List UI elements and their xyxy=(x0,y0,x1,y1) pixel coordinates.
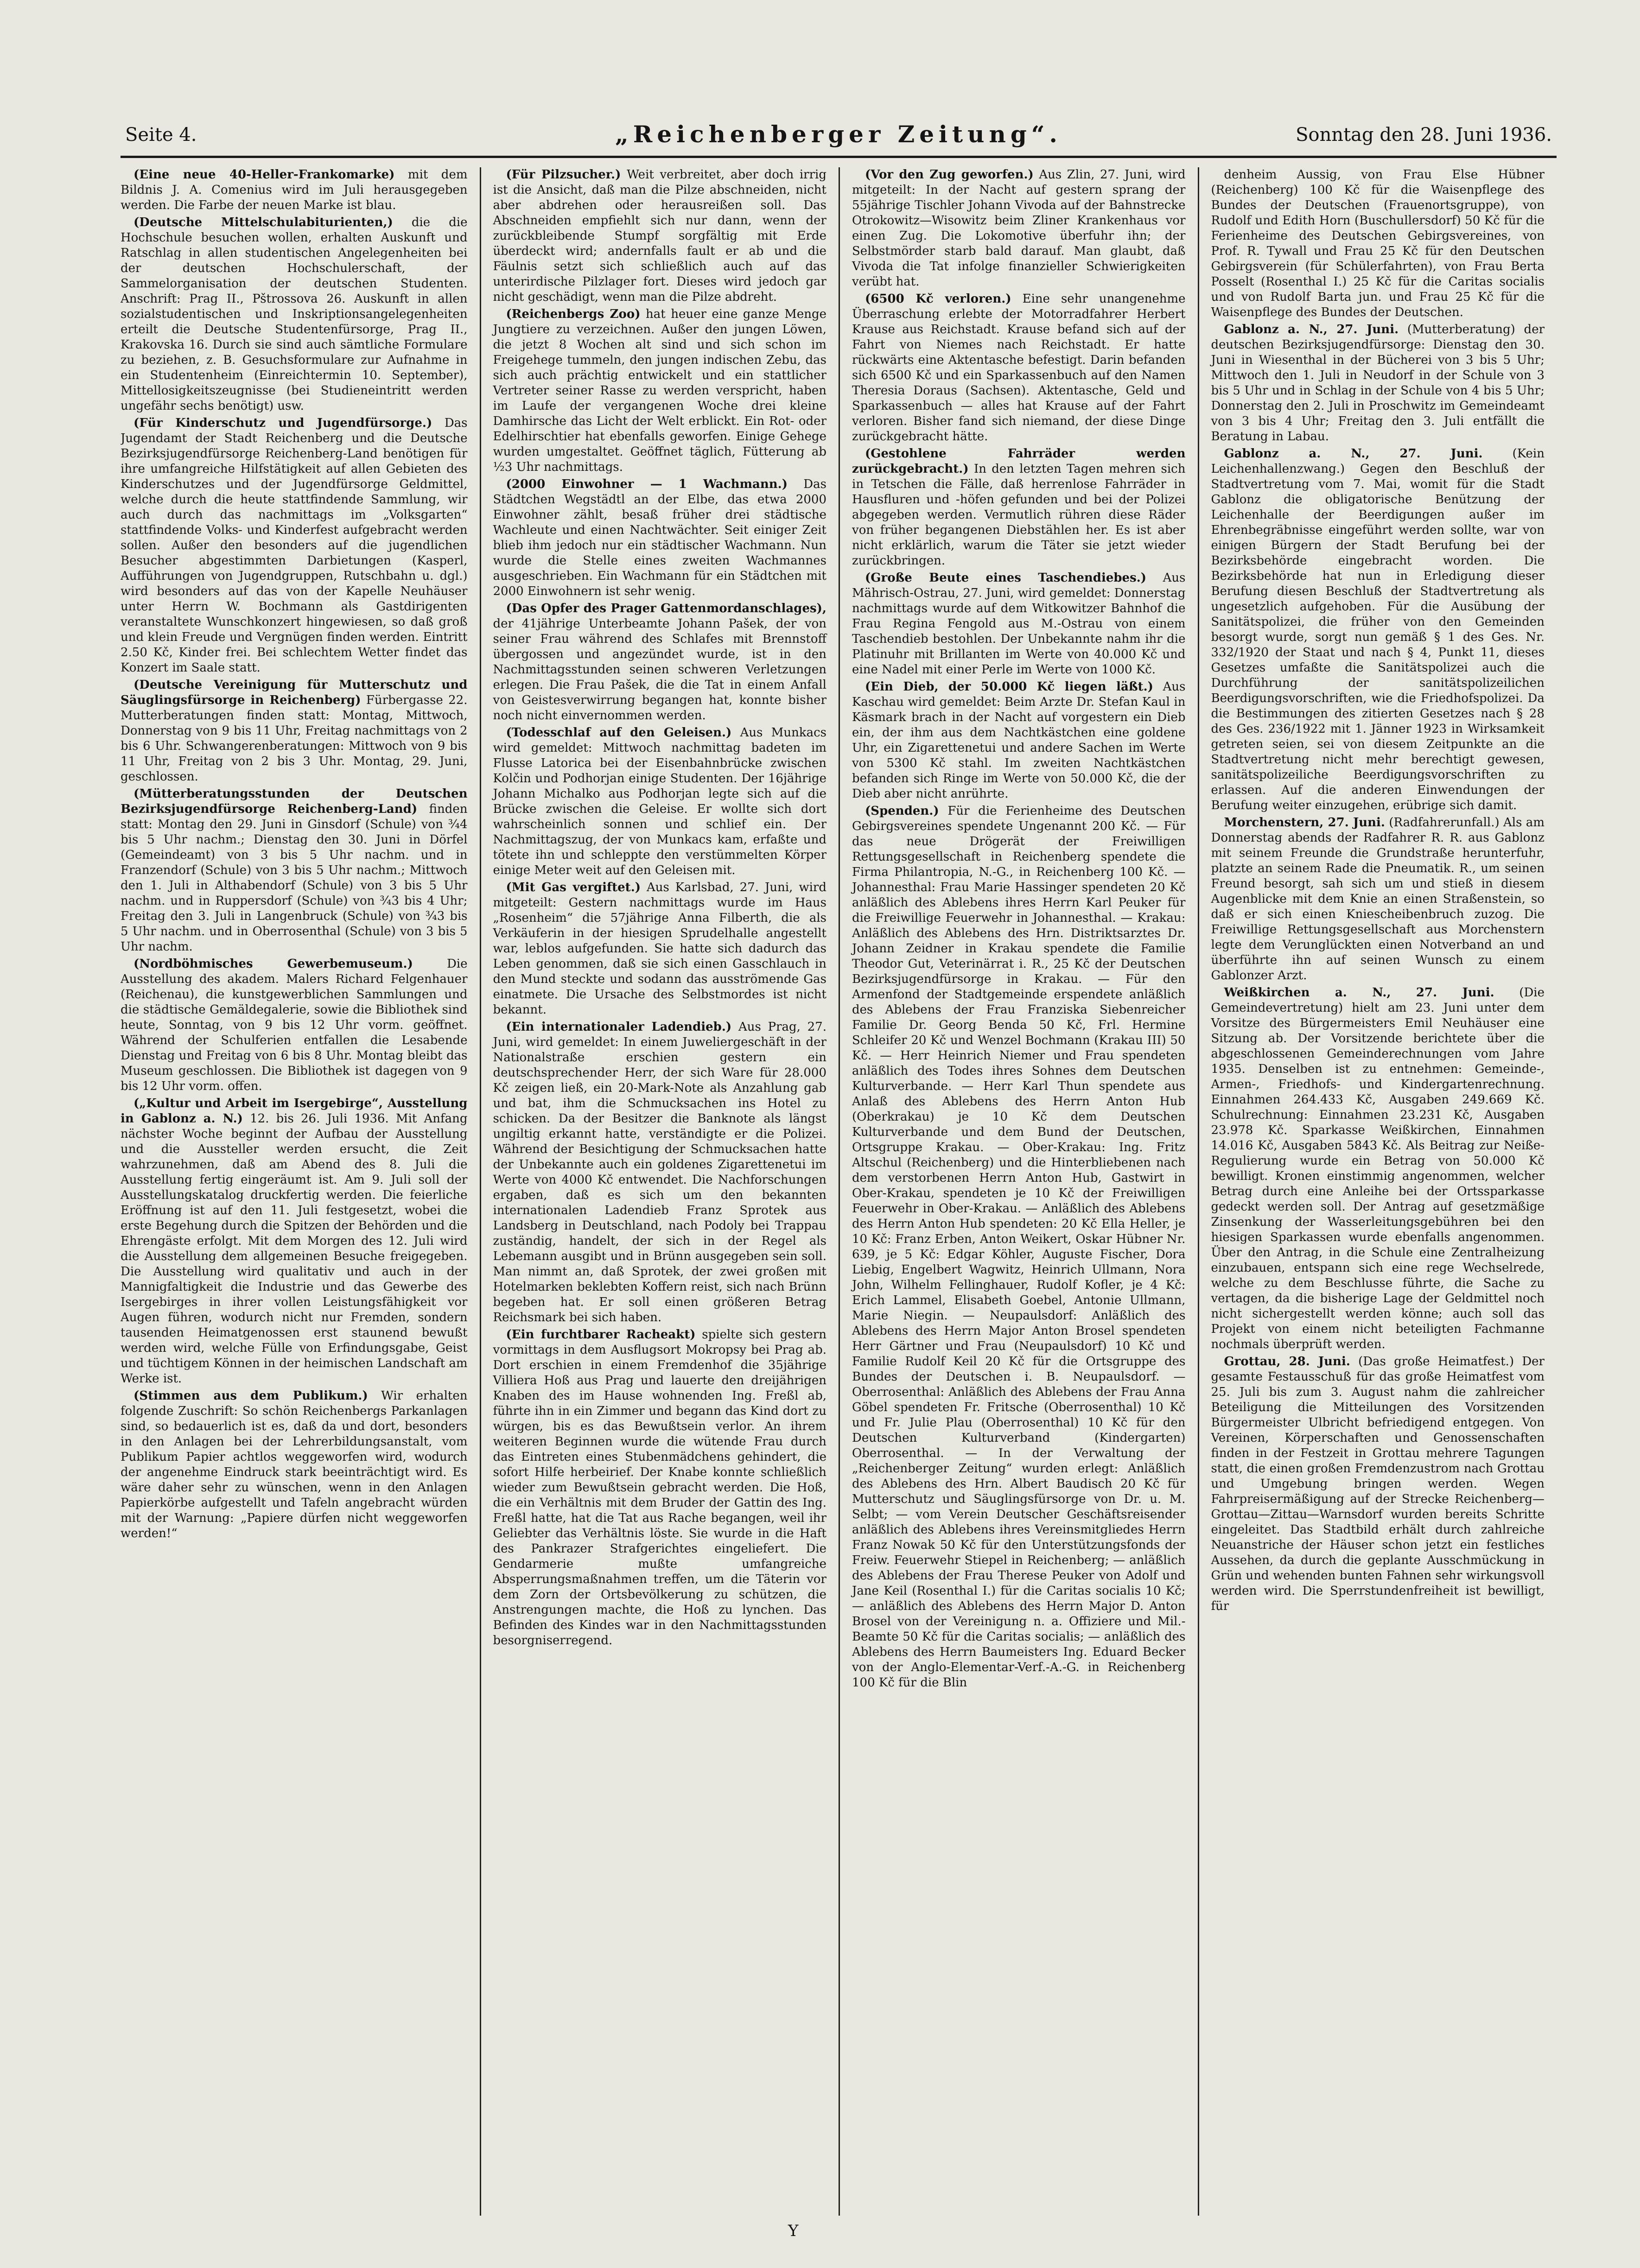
article-heading: Gablonz a. N., 27. Juni. xyxy=(1224,447,1483,461)
article-body: der 41jährige Unterbeamte Johann Pašek, der von seiner Frau während des Schlafes mit Brennstoff übergossen und angezündet wurde, ist in den Nachmittagsstunden seinen schweren Verletzungen erlegen. Die Frau Pašek, die die Tat in einem Anfall von Geistesverwirrung begangen hat, konnte bisher noch nicht einvernommen werden. xyxy=(493,617,826,722)
article xyxy=(493,167,827,305)
article xyxy=(121,957,468,1094)
article xyxy=(121,1096,468,1387)
article xyxy=(852,167,1186,290)
article-body: spielte sich gestern vormittags in dem Ausflugsort Mokropsy bei Prag ab. Dort erschien in einem Fremdenhof die 35jährige Villiera Hoß aus Prag und lauerte den dreijährigen Knaben des im Hause wohnenden Ing. Freßl ab, führte ihn in ein Zimmer und begann das Kind dort zu würgen, bis es das Bewußtsein verlor. An ihrem weiteren Beginnen wurde die wütende Frau durch das Eintreten eines Stubenmädchens gehindert, die sofort Hilfe herbeirief. Der Knabe konnte schließlich wieder zum Bewußtsein gebracht werden. Die Hoß, die ein Verhältnis mit dem Bruder der Gattin des Ing. Freßl hatte, hat die Tat aus Rache begangen, weil ihr Geliebter das Verhältnis löste. Sie wurde in die Haft des Pankrazer Strafgerichtes eingeliefert. Die Gendarmerie mußte umfangreiche Absperrungsmaßnahmen treffen, um die Täterin vor dem Zorn der Ortsbevölkerung zu schützen, die Anstrengungen machte, die Hoß zu lynchen. Das Befinden des Kindes war in den Nachmittagsstunden besorgniserregend. xyxy=(493,1328,827,1647)
article-body: Wir erhalten folgende Zuschrift: So schön Reichenbergs Parkanlagen sind, so bedauerlich ist es, daß da und dort, besonders in den Anlagen bei der Lehrerbildungsanstalt, vom Publikum Papier achtlos weggeworfen wird, wodurch der angenehme Eindruck stark beeinträchtigt wird. Es wäre daher sehr zu wünschen, wenn in den Anlagen Papierkörbe aufgestellt und Tafeln angebracht würden mit der Warnung: „Papiere dürfen nicht weggeworfen werden!“ xyxy=(121,1389,468,1540)
article-heading: (Vor den Zug geworfen.) xyxy=(865,168,1034,182)
article-body: mit dem Bildnis J. A. Comenius wird im Juli herausgegeben werden. Die Farbe der neuen Marke ist blau. xyxy=(121,168,468,212)
article-body: Eine sehr unangenehme Überraschung erlebte der Motorradfahrer Herbert Krause aus Reichstadt. Krause befand sich auf der Fahrt von Niemes nach Reichstadt. Er hatte rückwärts eine Aktentasche befestigt. Darin befanden sich 6500 Kč und ein Sparkassenbuch auf den Namen Theresia Doraus (Sachsen). Aktentasche, Geld und Sparkassenbuch — alles hat Krause auf der Fahrt verloren. Bisher fand sich niemand, der diese Dinge zurückgebracht hätte. xyxy=(852,292,1186,443)
article-heading: (Gestohlene Fahrräder werden zurückgebracht.) xyxy=(852,447,1186,476)
article-heading: (Ein furchtbarer Racheakt) xyxy=(506,1328,696,1342)
article xyxy=(121,678,468,785)
article xyxy=(493,601,827,723)
article xyxy=(1211,985,1545,1352)
article xyxy=(852,291,1186,444)
column-3 xyxy=(839,167,1198,2216)
article xyxy=(1211,322,1545,444)
article-body: die die Hochschule besuchen wollen, erhalten Auskunft und Ratschlag in allen studentischen Angelegenheiten bei der deutschen Hochschulerschaft, der Sammelorganisation der deutschen Studenten. Anschrift: Prag II., Pštrossova 26. Auskunft in allen sozialstudentischen und Inskriptionsangelegenheiten erteilt die Deutsche Studentenfürsorge, Prag II., Krakovska 16. Durch sie sind auch sämtliche Formulare zu beziehen, z. B. Gesuchsformulare zur Aufnahme in ein Studentenheim (Einreichtermin 10. September), Mittellosigkeitszeugnisse (bei Studieneintritt werden ungefähr sechs benötigt) usw. xyxy=(121,215,468,413)
article xyxy=(493,880,827,1018)
article xyxy=(852,804,1186,1691)
article-body: (Radfahrerunfall.) Als am Donnerstag abends der Radfahrer R. R. aus Gablonz mit seinem Freunde die Grundstraße herunterfuhr, platzte an seinem Rade die Pneumatik. R., um seinen Freund besorgt, sah sich um und stieß in diesem Augenblicke mit dem Knie an einen Straßenstein, so daß er sich einen Kniescheibenbruch zuzog. Die Freiwillige Rettungsgesellschaft aus Morchenstern legte dem Verunglückten einen Notverband an und überführte ihn auf seinen Wunsch zu einem Gablonzer Arzt. xyxy=(1211,816,1545,982)
article-heading: (Mütterberatungsstunden der Deutschen Bezirksjugendfürsorge Reichenberg-Land) xyxy=(121,787,468,816)
article-heading: (6500 Kč verloren.) xyxy=(865,292,1011,306)
article-body: Aus Mährisch-Ostrau, 27. Juni, wird gemeldet: Donnerstag nachmittags wurde auf dem Witkowitzer Bahnhof die Frau Regina Fengold aus M.-Ostrau von einem Taschendieb bestohlen. Der Unbekannte nahm ihr die Platinuhr mit Brillanten im Werte von 40.000 Kč und eine Nadel mit einer Perle im Werte von 1000 Kč. xyxy=(852,571,1186,677)
article-body: Die Ausstellung des akadem. Malers Richard Felgenhauer (Reichenau), die kunstgewerblichen Sammlungen und die städtische Gemäldegalerie, sowie die Bibliothek sind heute, Sonntag, von 9 bis 12 Uhr vorm. geöffnet. Während der Schulferien entfallen die Lesabende Dienstag und Freitag von 6 bis 8 Uhr. Montag bleibt das Museum geschlossen. Die Bibliothek ist dagegen von 9 bis 12 Uhr vorm. offen. xyxy=(121,957,468,1093)
article-body: Aus Zlin, 27. Juni, wird mitgeteilt: In der Nacht auf gestern sprang der 55jährige Tischler Johann Vivoda auf der Bahnstrecke Otrokowitz—Wisowitz beim Zliner Krankenhaus vor einen Zug. Die Lokomotive überfuhr ihn; der Selbstmörder starb bald darauf. Man glaubt, daß Vivoda die Tat infolge finanzieller Schwierigkeiten verübt hat. xyxy=(852,168,1186,289)
article-body: Das Jugendamt der Stadt Reichenberg und die Deutsche Bezirksjugendfürsorge Reichenberg-Land benötigen für ihre umfangreiche Hilfstätigkeit auf allen Gebieten des Kinderschutzes und der Jugendfürsorge Geldmittel, welche durch die heute stattfindende Sammlung, wir auch durch das nachmittags im „Volksgarten“ stattfindende Volks- und Kinderfest aufgebracht werden sollen. Außer den besonders auf die jugendlichen Besucher abgestimmten Darbietungen (Kasperl, Aufführungen von Jugendgruppen, Rutschbahn u. dgl.) wird besonders auf das von der Kapelle Neuhäuser unter Herrn W. Bochmann als Gastdirigenten veranstaltete Wunschkonzert hingewiesen, so daß groß und klein Freude und Vergnügen finden werden. Eintritt 2.50 Kč, Kinder frei. Bei schlechtem Wetter findet das Konzert im Saale statt. xyxy=(121,416,468,675)
article-body: denheim Aussig, von Frau Else Hübner (Reichenberg) 100 Kč für die Waisenpflege des Bundes der Deutschen (Frauenortsgruppe), von Rudolf und Edith Horn (Buschullersdorf) 50 Kč für die Ferienheime des Deutschen Gebirgsvereines, von Prof. R. Tywall und Frau 25 Kč für den Deutschen Gebirgsverein (für Schülerfahrten), von Frau Berta Posselt (Rosenthal I.) 25 Kč für die Caritas socialis und von Rudolf Barta jun. und Frau 25 Kč für die Waisenpflege des Bundes der Deutschen. xyxy=(1211,168,1545,319)
article-heading: (2000 Einwohner — 1 Wachmann.) xyxy=(506,477,788,491)
page-header xyxy=(121,116,1557,158)
article-heading: Gablonz a. N., 27. Juni. xyxy=(1224,323,1399,336)
article-heading: (Spenden.) xyxy=(865,804,939,818)
article xyxy=(852,446,1186,569)
article-body: (Die Gemeindevertretung) hielt am 23. Juni unter dem Vorsitze des Bürgermeisters Emil Neuhäuser eine Sitzung ab. Der Vorsitzende berichtete über die abgeschlossenen Gemeinderechnungen vom Jahre 1935. Denselben ist zu entnehmen: Gemeinde-, Armen-, Friedhofs- und Kindergartenrechnung. Einnahmen 264.433 Kč, Ausgaben 249.669 Kč. Schulrechnung: Einnahmen 23.231 Kč, Ausgaben 23.978 Kč. Sparkasse Weißkirchen, Einnahmen 14.016 Kč, Ausgaben 5843 Kč. Als Beitrag zur Neiße-Regulierung wurde ein Betrag von 50.000 Kč bewilligt. Kronen einstimmig angenommen, welcher Betrag durch eine Anleihe bei der Ortssparkasse gedeckt werden soll. Der Antrag auf gesetzmäßige Zinsenkung der Wasserleitungsgebühren bei den hiesigen Sparkassen wurde ebenfalls angenommen. Über den Antrag, in die Schule eine Zentralheizung einzubauen, entspann sich eine rege Wechselrede, welche zu dem Beschlusse führte, die Sache zu vertagen, da die bisherige Lage der Geldmittel noch nicht sichergestellt werden könne; auch soll das Projekt von einem nicht beteiligten Fachmanne nochmals überprüft werden. xyxy=(1211,986,1545,1351)
article-heading: (Für Pilzsucher.) xyxy=(506,168,621,182)
column-1 xyxy=(121,167,480,2216)
article xyxy=(493,307,827,475)
article-body: Aus Kaschau wird gemeldet: Beim Arzte Dr. Stefan Kaul in Käsmark brach in der Nacht auf vorgestern ein Dieb ein, der ihm aus dem Nachtkästchen eine goldene Uhr, ein Zigarettenetui und andere Sachen im Werte von 5300 Kč stahl. Im zweiten Nachtkästchen befanden sich Ringe im Werte von 50.000 Kč, die der Dieb aber nicht anrührte. xyxy=(852,680,1186,801)
article-body: Weit verbreitet, aber doch irrig ist die Ansicht, daß man die Pilze abschneiden, nicht aber abdrehen oder herausreißen soll. Das Abschneiden empfiehlt sich nur dann, wenn der zurückbleibende Stumpf sorgfältig mit Erde überdeckt wird; andernfalls fault er ab und die Fäulnis setzt sich schließlich auch auf das unterirdische Pilzlager fort. Dieses wird jedoch gar nicht geschädigt, wenn man die Pilze abdreht. xyxy=(493,168,826,304)
article-body: Aus Prag, 27. Juni, wird gemeldet: In einem Juweliergeschäft in der Nationalstraße erschien gestern ein deutschsprechender Herr, der sich Ware für 28.000 Kč zeigen ließ, ein 20-Mark-Note als Anzahlung gab und bat, ihm die Schmucksachen ins Hotel zu schicken. Da der Besitzer die Banknote als längst ungiltig erkannt hatte, verständigte er die Polizei. Während der Besichtigung der Schmucksachen hatte der Unbekannte auch ein goldenes Zigarettenetui im Werte von 4000 Kč entwendet. Die Nachforschungen ergaben, daß es sich um den bekannten internationalen Ladendieb Franz Sprotek aus Landsberg in Deutschland, nach Podoly bei Trappau zuständig, handelt, der sich in der Regel als Lebemann ausgibt und in Brünn ausgegeben sein soll. Man nimmt an, daß Sprotek, der zwei großen mit Hotelmarken beklebten Koffern reist, sich nach Brünn begeben hat. Er soll einen größeren Betrag Reichsmark bei sich haben. xyxy=(493,1020,827,1324)
article-body: (Das große Heimatfest.) Der gesamte Festausschuß für das große Heimatfest vom 25. Juli bis zum 3. August nahm die zahlreicher Beteiligung die Mitteilungen des Vorsitzenden Bürgermeister Ulbricht befriedigend entgegen. Von Vereinen, Körperschaften und Genossenschaften finden in der Festzeit in Grottau mehrere Tagungen statt, die einen großen Fremdenzustrom nach Grottau und Umgebung bringen werden. Wegen Fahrpreisermäßigung auf der Strecke Reichenberg—Grottau—Zittau—Warnsdorf wurden bereits Schritte eingeleitet. Das Stadtbild erhält durch zahlreiche Neuanstriche der Häuser schon jetzt ein festliches Aussehen, da durch die geplante Ausschmückung in Grün und wehenden bunten Fahnen sehr wirkungsvoll werden wird. Die Sperrstundenfreiheit ist bewilligt, für xyxy=(1211,1355,1545,1613)
article-heading: Morchenstern, 27. Juni. xyxy=(1224,816,1385,830)
article-heading: (Große Beute eines Taschendiebes.) xyxy=(865,571,1147,585)
article-heading: (Todesschlaf auf den Geleisen.) xyxy=(506,726,732,740)
article-body: Das Städtchen Wegstädtl an der Elbe, das etwa 2000 Einwohner zählt, besaß früher drei städtische Wachleute und einen Nachtwächter. Seit einiger Zeit blieb ihm jedoch nur ein städtischer Wachmann. Nun wurde die Stelle eines zweiten Wachmannes ausgeschrieben. Ein Wachmann für ein Städtchen mit 2000 Einwohnern ist sehr wenig. xyxy=(493,477,826,598)
article-heading: (Stimmen aus dem Publikum.) xyxy=(133,1389,368,1403)
article-body: 12. bis 26. Juli 1936. Mit Anfang nächster Woche beginnt der Aufbau der Ausstellung und die Aussteller werden ersucht, die Zeit wahrzunehmen, daß am Abend des 8. Juli die Ausstellung fertig eingeräumt ist. Am 9. Juli soll der Ausstellungskatalog druckfertig werden. Die feierliche Eröffnung ist auf den 11. Juli festgesetzt, wobei die erste Begehung durch die Spitzen der Behörden und die Ehrengäste erfolgt. Mit dem Morgen des 12. Juli wird die Ausstellung dem allgemeinen Besuche freigegeben. Die Ausstellung wird qualitativ und auch in der Mannigfaltigkeit die Industrie und das Gewerbe des Isergebirges in ihrer vollen Leistungsfähigkeit vor Augen führen, wodurch nicht nur Fremden, sondern tausenden Heimatgenossen erst staunend bewußt werden wird, welche Fülle von Erfindungsgabe, Geist und tüchtigem Können in der heimischen Landschaft am Werke ist. xyxy=(121,1112,468,1386)
article xyxy=(121,215,468,414)
article-heading: Weißkirchen a. N., 27. Juni. xyxy=(1224,986,1494,1000)
article xyxy=(121,786,468,955)
article-heading: (Mit Gas vergiftet.) xyxy=(506,881,641,894)
article xyxy=(852,679,1186,802)
article-heading: (Deutsche Mittelschulabiturienten,) xyxy=(133,215,393,229)
article xyxy=(1211,446,1545,813)
article-body: In den letzten Tagen mehren sich in Tetschen die Fälle, daß herrenlose Fahrräder in Hausfluren und -höfen gefunden und bei der Polizei abgegeben werden. Vermutlich rühren diese Räder von früher begangenen Diebstählen her. Es ist aber nicht erklärlich, warum die Täter sie jetzt wieder zurückbringen. xyxy=(852,462,1186,568)
article-heading: (Reichenbergs Zoo) xyxy=(506,307,641,321)
article-body: (Mutterberatung) der deutschen Bezirksjugendfürsorge: Dienstag den 30. Juni in Wiesenthal in der Bücherei von 3 bis 5 Uhr; Mittwoch den 1. Juli in Neudorf in der Schule von 3 bis 5 Uhr und in Schlag in der Schule von 4 bis 5 Uhr; Donnerstag den 2. Juli in Proschwitz im Gemeindeamt von 3 bis 4 Uhr; Freitag den 3. Juli entfällt die Beratung in Labau. xyxy=(1211,323,1545,443)
column-4 xyxy=(1198,167,1557,2216)
article-body: Aus Karlsbad, 27. Juni, wird mitgeteilt: Gestern nachmittags wurde im Haus „Rosenheim“ die 57jährige Anna Filberth, die als Verkäuferin in der hiesigen Sprudelhalle angestellt war, leblos aufgefunden. Sie hatte sich dadurch das Leben genommen, daß sie sich einen Gasschlauch in den Mund steckte und sodann das ausströmende Gas einatmete. Die Ursache des Selbstmordes ist nicht bekannt. xyxy=(493,881,826,1017)
newspaper-title: „Reichenberger Zeitung“. xyxy=(615,120,1062,148)
issue-date: Sonntag den 28. Juni 1936. xyxy=(1296,124,1552,146)
article-body: finden statt: Montag den 29. Juni in Ginsdorf (Schule) von ¾4 bis 5 Uhr nachm.; Dienstag den 30. Juni in Dörfel (Gemeindeamt) von 3 bis 5 Uhr nachm. und in Franzendorf (Schule) von 3 bis 5 Uhr nachm.; Mittwoch den 1. Juli in Althabendorf (Schule) von 3 bis 5 Uhr nachm. und in Ruppersdorf (Schule) von ¾3 bis 4 Uhr; Freitag den 3. Juli in Langenbruck (Schule) von ¾3 bis 5 Uhr nachm. und in Oberrosenthal (Schule) von 3 bis 5 Uhr nachm. xyxy=(121,802,468,954)
article xyxy=(493,477,827,599)
article-body: (Kein Leichenhallenzwang.) Gegen den Beschluß der Stadtvertretung vom 7. Mai, womit für die Stadt Gablonz die obligatorische Benützung der Leichenhalle der Beerdigungen außer im Ehrenbegräbnisse eingeführt werden sollte, war von einigen Bürgern der Stadt Berufung bei der Bezirksbehörde eingebracht worden. Die Bezirksbehörde hat nun in Erledigung dieser Berufung diesen Beschluß der Stadtvertretung als ungesetzlich aufgehoben. Für die Ausübung der Sanitätspolizei, die früher von den Gemeinden besorgt wurde, sorgt nun gemäß § 1 des Ges. Nr. 332/1920 der Staat und nach § 4, Punkt 11, dieses Gesetzes umfaßte die Sanitätspolizei auch die Durchführung der sanitätspolizeilichen Beerdigungsvorschriften, wie die Friedhofspolizei. Da die Bestimmungen des zitierten Gesetzes nach § 28 des Ges. 236/1922 mit 1. Jänner 1923 in Wirksamkeit getreten seien, sei von diesem Zeitpunkte an die Stadtvertretung nicht mehr berechtigt gewesen, sanitätspolizeiliche Beerdigungsvorschriften zu erlassen. Auf die anderen Einwendungen der Berufung weiter einzugehen, erübrige sich damit. xyxy=(1211,447,1545,812)
article xyxy=(1211,1354,1545,1614)
footer-mark: Y xyxy=(788,2222,799,2240)
article-heading: („Kultur und Arbeit im Isergebirge“, Ausstellung in Gablonz a. N.) xyxy=(121,1096,468,1126)
article xyxy=(493,1327,827,1648)
article xyxy=(493,725,827,878)
article xyxy=(1211,815,1545,983)
article-heading: (Nordböhmisches Gewerbemuseum.) xyxy=(133,957,413,971)
article-columns xyxy=(121,167,1557,2216)
article-body: hat heuer eine ganze Menge Jungtiere zu verzeichnen. Außer den jungen Löwen, die jetzt 8 Wochen alt sind und sich schon im Freigehege tummeln, den jungen indischen Zebu, das sich auch prächtig entwickelt und ein stattlicher Vertreter seiner Rasse zu werden verspricht, haben im Laufe der vergangenen Woche drei kleine Damhirsche das Licht der Welt erblickt. Ein Rot- oder Edelhirschtier hat ebenfalls geworfen. Einige Gehege wurden umgestaltet. Geöffnet täglich, Fütterung ab ½3 Uhr nachmittags. xyxy=(493,307,827,474)
article-body: Fürbergasse 22. Mutterberatungen finden statt: Montag, Mittwoch, Donnerstag von 9 bis 11 Uhr, Freitag nachmittags von 2 bis 6 Uhr. Schwangerenberatungen: Mittwoch von 9 bis 11 Uhr, Freitag von 2 bis 3 Uhr. Montag, 29. Juni, geschlossen. xyxy=(121,693,468,784)
article xyxy=(493,1020,827,1325)
article-body: Aus Munkacs wird gemeldet: Mittwoch nachmittag badeten im Flusse Latorica bei der Eisenbahnbrücke zwischen Kolčin und Podhorjan einige Studenten. Der 16jährige Johann Michalko aus Podhorjan legte sich auf die Brücke zwischen die Geleise. Er wollte sich dort wahrscheinlich sonnen und schlief ein. Der Nachmittagszug, der von Munkacs kam, erfaßte und tötete ihn und schleppte den verstümmelten Körper einige Meter weit auf den Geleisen mit. xyxy=(493,726,827,877)
article xyxy=(121,1388,468,1541)
column-2 xyxy=(480,167,839,2216)
article-heading: (Eine neue 40-Heller-Frankomarke) xyxy=(133,168,395,182)
article-heading: (Für Kinderschutz und Jugendfürsorge.) xyxy=(133,416,432,430)
article xyxy=(1211,167,1545,320)
article xyxy=(121,416,468,676)
article-body: Für die Ferienheime des Deutschen Gebirgsvereines spendete Ungenannt 200 Kč. — Für das neue Drögerät der Freiwilligen Rettungsgesellschaft in Reichenberg spendete die Firma Philantropia, N.-G., in Reichenberg 100 Kč. — Johannesthal: Frau Marie Hassinger spendeten 20 Kč anläßlich des Ablebens ihres Herrn Karl Peuker für die Freiwillige Feuerwehr in Johannesthal. — Krakau: Anläßlich des Ablebens des Hrn. Distriktsarztes Dr. Johann Zeidner in Krakau spendete die Familie Theodor Gut, Veterinärrat i. R., 25 Kč der Deutschen Bezirksjugendfürsorge in Krakau. — Für den Armenfond der Stadtgemeinde erspendete anläßlich des Ablebens der Frau Franziska Siebenreicher Familie Dr. Georg Benda 50 Kč, Frl. Hermine Schleifer 20 Kč und Wenzel Bochmann (Krakau III) 50 Kč. — Herr Heinrich Niemer und Frau spendeten anläßlich des Todes ihres Sohnes dem Deutschen Kulturverbande. — Herr Karl Thun spendete aus Anlaß des Ablebens des Herrn Anton Hub (Oberkrakau) je 10 Kč dem Deutschen Kulturverbande und dem Bund der Deutschen, Ortsgruppe Krakau. — Ober-Krakau: Ing. Fritz Altschul (Reichenberg) und die Hinterbliebenen nach dem verstorbenen Herrn Anton Hub, Gastwirt in Ober-Krakau, spendeten je 10 Kč der Freiwilligen Feuerwehr in Ober-Krakau. — Anläßlich des Ablebens des Herrn Anton Hub spendeten: 20 Kč Ella Heller, je 10 Kč: Franz Erben, Anton Weikert, Oskar Hübner Nr. 639, je 5 Kč: Edgar Köhler, Auguste Fischer, Dora Liebig, Engelbert Wagwitz, Heinrich Ullmann, Nora John, Wilhelm Fellinghauer, Rudolf Kofler, je 4 Kč: Erich Lammel, Elisabeth Goebel, Antonie Ullmann, Marie Niegin. — Neupaulsdorf: Anläßlich des Ablebens des Herrn Major Anton Brosel spendeten Herr Gärtner und Frau (Neupaulsdorf) 10 Kč und Familie Rudolf Keil 20 Kč für die Ortsgruppe des Bundes der Deutschen i. B. Neupaulsdorf. — Oberrosenthal: Anläßlich des Ablebens der Frau Anna Göbel spendeten Fr. Fritsche (Oberrosenthal) 10 Kč und Fr. Julie Plau (Oberrosenthal) 10 Kč für den Deutschen Kulturverband (Kindergarten) Oberrosenthal. — In der Verwaltung der „Reichenberger Zeitung“ wurden erlegt: Anläßlich des Ablebens des Hrn. Albert Baudisch 20 Kč für Mutterschutz und Säuglingsfürsorge von Dr. u. M. Selbt; — vom Verein Deutscher Geschäftsreisender anläßlich des Ablebens ihres Vereinsmitgliedes Herrn Franz Nowak 50 Kč für den Unterstützungsfonds der Freiw. Feuerwehr Stiepel in Reichenberg; — anläßlich des Ablebens der Frau Therese Peuker von Adolf und Jane Keil (Rosenthal I.) für die Caritas socialis 10 Kč; — anläßlich des Ablebens des Herrn Major D. Anton Brosel von der Vereinigung n. a. Offiziere und Mil.-Beamte 50 Kč für die Caritas socialis; — anläßlich des Ablebens des Herrn Baumeisters Ing. Eduard Becker von der Anglo-Elementar-Verf.-A.-G. in Reichenberg 100 Kč für die Blin xyxy=(852,804,1186,1690)
article-heading: (Ein Dieb, der 50.000 Kč liegen läßt.) xyxy=(865,680,1153,694)
page-number: Seite 4. xyxy=(125,124,197,146)
article-heading: (Deutsche Vereinigung für Mutterschutz und Säuglingsfürsorge in Reichenberg) xyxy=(121,678,468,707)
article-heading: (Das Opfer des Prager Gattenmordanschlages), xyxy=(506,602,826,615)
article xyxy=(852,570,1186,678)
article-heading: (Ein internationaler Ladendieb.) xyxy=(506,1020,732,1034)
article xyxy=(121,167,468,213)
article-heading: Grottau, 28. Juni. xyxy=(1224,1355,1350,1368)
